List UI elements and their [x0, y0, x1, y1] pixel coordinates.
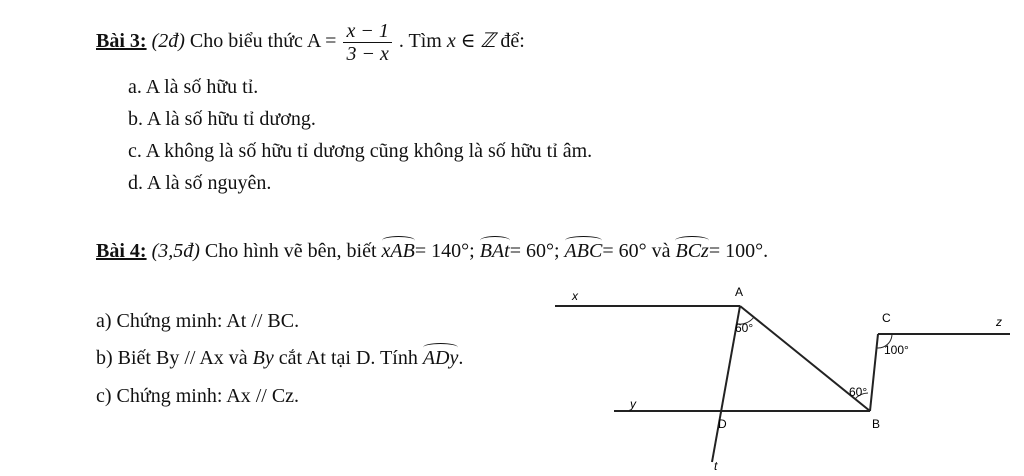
bai4-item-c: c) Chứng minh: Ax // Cz.: [96, 385, 300, 407]
angle-ABC: ABC: [564, 240, 603, 262]
bai3-text3: để:: [500, 30, 525, 53]
angle-xAB: xAB: [381, 240, 415, 262]
fraction-denominator: 3 − x: [346, 43, 389, 65]
bai4-and: và: [651, 240, 671, 262]
angle-BAt: BAt: [479, 240, 510, 262]
label-angle-A: 60°: [735, 321, 754, 335]
label-angle-B: 60°: [849, 385, 868, 399]
bai3-condition: x ∈ ℤ: [446, 30, 496, 53]
label-t: t: [714, 459, 718, 473]
bai3-label: Bài 3:: [96, 30, 147, 53]
segment-BC: [870, 334, 878, 411]
bai4-text1: Cho hình vẽ bên, biết: [204, 240, 377, 262]
bai3-item-b: b. A là số hữu tỉ dương.: [128, 108, 316, 130]
bai4-item-a: a) Chứng minh: At // BC.: [96, 310, 300, 332]
bai4-item-b-end: .: [458, 347, 464, 369]
angle-xAB-value: = 140°;: [414, 240, 475, 262]
label-B: B: [872, 417, 881, 431]
bai4-item-b-pre: b) Biết By // Ax và: [96, 347, 248, 369]
fraction-numerator: x − 1: [343, 20, 391, 43]
label-D: D: [718, 417, 727, 431]
label-x: x: [572, 289, 578, 303]
angle-ADy: ADy: [422, 347, 459, 369]
angle-ABC-value: = 60°: [602, 240, 647, 262]
bai4-label: Bài 4:: [96, 240, 147, 262]
label-angle-C: 100°: [884, 343, 909, 357]
bai3-item-c: c. A không là số hữu tỉ dương cũng không là số hữu tỉ âm.: [128, 140, 593, 162]
label-z: z: [996, 315, 1002, 329]
bai3-item-a: a. A là số hữu tỉ.: [128, 76, 259, 98]
bai3-text1: Cho biểu thức: [189, 30, 303, 53]
bai4-points: (3,5đ): [151, 240, 200, 262]
bai3-item-d: d. A là số nguyên.: [128, 172, 272, 194]
angle-BCz: BCz: [675, 240, 709, 262]
bai3-expr-lhs: A =: [306, 30, 337, 53]
label-A: A: [735, 285, 744, 299]
bai4-item-b-by: By: [252, 347, 274, 369]
angle-BAt-value: = 60°;: [509, 240, 560, 262]
label-y: y: [630, 397, 636, 411]
bai3-text2: . Tìm: [398, 30, 442, 53]
label-C: C: [882, 311, 891, 325]
bai4-item-b-mid: cắt At tại D. Tính: [278, 347, 418, 369]
bai3-points: (2đ): [151, 30, 185, 53]
angle-BCz-value: = 100°.: [708, 240, 769, 262]
